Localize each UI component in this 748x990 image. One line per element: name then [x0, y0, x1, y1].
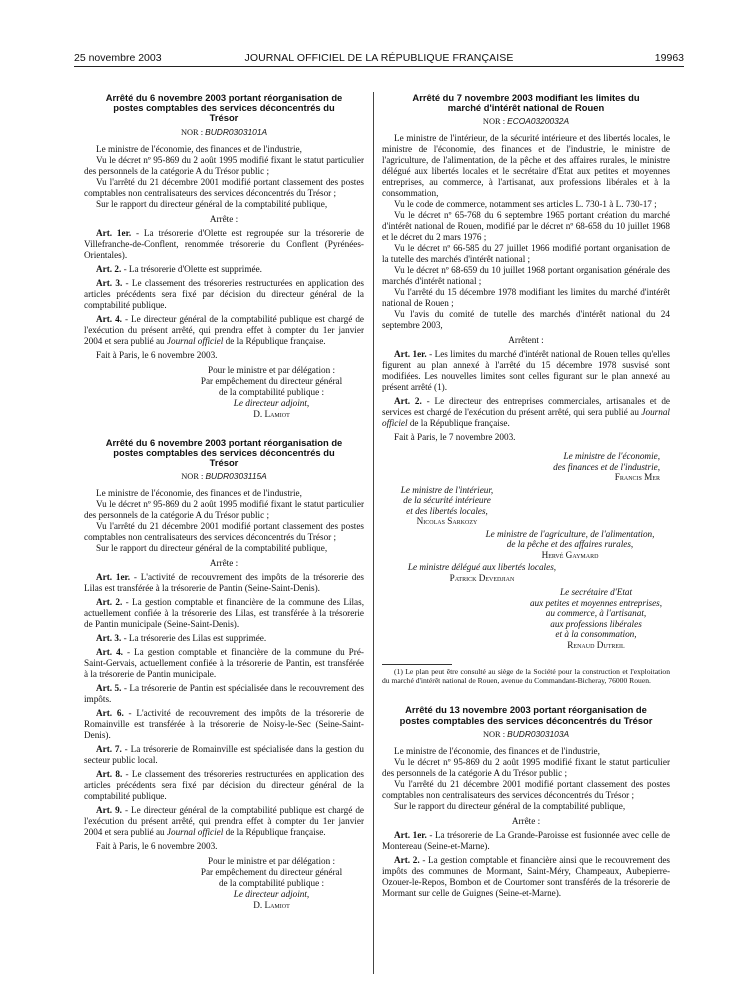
arrete-1 — [84, 93, 364, 420]
article — [382, 349, 670, 393]
signature-line: Le ministre de l'intérieur, — [400, 484, 494, 495]
signature-line: et à la consommation, — [555, 629, 637, 640]
preamble-line: Vu le décret nº 65-768 du 6 septembre 1965 portant création du marché d'intérêt national de Rouen, modifié par le décret nº 68-658 du 10 juillet 1968 et le décret du 2 mars 1976 ; — [382, 210, 670, 243]
preamble-line: Vu le décret nº 95-869 du 2 août 1995 modifié fixant le statut particulier des personnels de la catégorie A du Trésor public ; — [84, 499, 364, 521]
signatory-name: Patrick Devedjian — [449, 572, 515, 583]
fait-line: Fait à Paris, le 7 novembre 2003. — [394, 432, 516, 443]
article-text: - La trésorerie d'Olette est regroupée sur la trésorerie de Villefranche-de-Conflent, renommée trésorerie du Conflent (Pyrénées-Orientales). — [84, 227, 364, 260]
signature-role: Le directeur adjoint, — [233, 889, 310, 900]
signatory-name: Francis Mer — [614, 472, 660, 483]
article-number: Art. 4. — [96, 647, 123, 658]
preamble-line: Le ministre de l'économie, des finances et de l'industrie, — [394, 745, 600, 756]
article-number: Art. 2. — [96, 597, 123, 608]
nor-code: BUDR0303115A — [205, 471, 267, 482]
nor-line — [382, 116, 670, 127]
header-rule — [74, 66, 684, 67]
article-number: Art. 1er. — [96, 572, 131, 583]
signature-line: Le ministre délégué aux libertés locales, — [407, 562, 557, 573]
preamble-line: Sur le rapport du directeur général de la comptabilité publique, — [394, 800, 626, 811]
preamble-line: Vu l'arrêté du 21 décembre 2001 modifié portant classement des postes comptables non centralisateurs des services déconcentrés du Trésor ; — [382, 778, 670, 800]
signature-line: Par empêchement du directeur général — [200, 867, 343, 878]
arrete-title: Arrêté du 7 novembre 2003 modifiant les limites du marché d'intérêt national de Rouen — [412, 92, 640, 114]
signature-line: Le ministre de l'économie, — [563, 451, 660, 462]
header-date: 25 novembre 2003 — [74, 52, 162, 64]
signature-line: de la comptabilité publique : — [218, 878, 325, 889]
signature-line: de la comptabilité publique : — [218, 386, 325, 397]
article-text: de la République française. — [223, 827, 326, 838]
article-text: - La gestion comptable et financière ainsi que le recouvrement des impôts des communes de Mormant, Saint-Méry, Champeaux, Aubepierre-Ozouer-le-Repos, Bombon et de Courtomer sont transférés de la trésorerie de Mormant sur celle de Guignes (Seine-et-Marne). — [382, 854, 670, 898]
article-text: - La trésorerie de Romainville est spécialisée dans la gestion du secteur public local. — [84, 744, 364, 766]
article-number: Art. 2. — [394, 396, 422, 407]
signatory-name: Nicolas Sarkozy — [416, 516, 478, 527]
signature-secretaire-etat — [382, 587, 670, 650]
article-text: - La gestion comptable et financière de la commune du Pré-Saint-Gervais, actuellement confiée à la trésorerie de Pantin, est transférée à la trésorerie de Pantin municipale. — [84, 647, 364, 680]
signature-line: de la sécurité intérieure — [403, 495, 491, 506]
article-text: - Le directeur des entreprises commerciales, artisanales et de services est chargé de l'exécution du présent arrêté, qui sera publié au — [382, 396, 670, 418]
signature-line: au commerce, à l'artisanat, — [545, 608, 647, 619]
header-journal-title: JOURNAL OFFICIEL DE LA RÉPUBLIQUE FRANÇAISE — [244, 52, 514, 64]
article-number: Art. 4. — [96, 313, 122, 324]
article-number: Art. 1er. — [394, 829, 427, 840]
preamble-line: Vu le décret nº 66-585 du 27 juillet 1966 modifié portant organisation de la tutelle des marchés d'intérêt national ; — [382, 243, 670, 265]
column-divider — [373, 92, 374, 974]
signatory-name: Hervé Gaymard — [541, 549, 599, 560]
article — [382, 396, 670, 429]
nor-line — [84, 127, 364, 138]
left-column — [84, 93, 364, 911]
article-text: - Le directeur général de la comptabilité publique est chargé de l'exécution du présent arrêté, qui prendra effet à compter du 1er janvier 2004 et sera publié au — [84, 805, 364, 838]
nor-code: ECOA0320032A — [507, 116, 570, 127]
preamble-line: Le ministre de l'intérieur, de la sécurité intérieure et des libertés locales, le ministre de l'économie, des finances et de l'industrie, le ministre de l'agriculture, de l'alimentation, de la pêche et des affaires rurales, le ministre délégué aux libertés locales et le secrétaire d'Etat aux petites et moyennes entreprises, au commerce, à l'artisanat, aux professions libérales et à la consommation, — [382, 133, 670, 199]
article — [84, 708, 364, 741]
article-number: Art. 3. — [96, 633, 122, 644]
nor-line — [382, 729, 670, 740]
arrete-word: Arrêtent : — [508, 335, 544, 346]
preamble-line: Sur le rapport du directeur général de la comptabilité publique, — [96, 198, 328, 209]
preamble-line: Vu le décret nº 68-659 du 10 juillet 1968 portant organisation générale des marchés d'intérêt national ; — [382, 265, 670, 287]
preamble-line: Vu l'avis du comité de tutelle des marchés d'intérêt national du 24 septembre 2003, — [382, 309, 670, 331]
signatory-name: D. Lamiot — [253, 900, 290, 911]
fait-line: Fait à Paris, le 6 novembre 2003. — [96, 349, 218, 360]
article — [84, 264, 364, 275]
preamble-line: Vu le décret nº 95-869 du 2 août 1995 modifié fixant le statut particulier des personnels de la catégorie A du Trésor public ; — [382, 756, 670, 778]
article-number: Art. 9. — [96, 805, 122, 816]
arrete-word: Arrête : — [209, 213, 239, 224]
article-text: - Le directeur général de la comptabilité publique est chargé de l'exécution du présent arrêté, qui prendra effet à compter du 1er janvier 2004 et sera publié au — [84, 313, 364, 346]
signature-economie — [382, 451, 670, 483]
preamble-line: Vu l'arrêté du 21 décembre 2001 modifié portant classement des postes comptables non centralisateurs des services déconcentrés du Trésor ; — [84, 176, 364, 198]
article — [382, 855, 670, 899]
article-number: Art. 8. — [96, 769, 123, 780]
article-number: Art. 6. — [96, 708, 124, 719]
article-number: Art. 3. — [96, 277, 123, 288]
signature-block — [84, 365, 364, 420]
preamble-line: Sur le rapport du directeur général de la comptabilité publique, — [96, 543, 328, 554]
footnote: (1) Le plan peut être consulté au siège de la Société pour la construction et l'exploitation du marché d'intérêt national de Rouen, avenue du Commandant-Bicheray, 76000 Rouen. — [382, 667, 670, 686]
signature-line: Le ministre de l'agriculture, de l'alimentation, — [485, 528, 655, 539]
arrete-title: Arrêté du 6 novembre 2003 portant réorganisation de postes comptables des services déconcentrés du Trésor — [105, 436, 343, 469]
article — [84, 744, 364, 766]
article-text: - La trésorerie d'Olette est supprimée. — [121, 263, 262, 274]
article-number: Art. 1er. — [394, 349, 427, 360]
footnote-rule — [382, 664, 452, 665]
preamble-line: Le ministre de l'économie, des finances et de l'industrie, — [96, 143, 302, 154]
article — [84, 572, 364, 594]
article — [84, 314, 364, 347]
article-number: Art. 1er. — [96, 227, 132, 238]
signature-libertes-locales — [382, 562, 582, 583]
nor-code: BUDR0303101A — [205, 126, 268, 137]
article-text: - La trésorerie des Lilas est supprimée. — [121, 633, 267, 644]
nor-label: NOR : — [180, 127, 204, 137]
spacer — [382, 685, 670, 705]
article-number: Art. 7. — [96, 744, 122, 755]
nor-line — [84, 471, 364, 482]
signature-line: aux petites et moyennes entreprises, — [529, 597, 663, 608]
preamble-line: Vu le décret nº 95-869 du 2 août 1995 modifié fixant le statut particulier des personnels de la catégorie A du Trésor public ; — [84, 154, 364, 176]
article-text: - Le classement des trésoreries restructurées en application des articles précédents sera fixé par décision du directeur général de la comptabilité publique. — [84, 277, 364, 310]
article — [84, 769, 364, 802]
journal-name: Journal officiel — [166, 335, 224, 346]
article-text: - La gestion comptable et financière de la commune des Lilas, actuellement confiée à la trésorerie des Lilas, est transférée à la trésorerie de Pantin municipale (Seine-Saint-Denis). — [84, 597, 365, 630]
signatory-name: Renaud Dutreil — [567, 639, 625, 650]
fait-line: Fait à Paris, le 6 novembre 2003. — [96, 841, 218, 852]
signature-line: Par empêchement du directeur général — [200, 375, 343, 386]
preamble-line: Le ministre de l'économie, des finances et de l'industrie, — [96, 488, 302, 499]
article-text: - La trésorerie de Pantin est spécialisée dans le recouvrement des impôts. — [84, 683, 364, 705]
article-text: - L'activité de recouvrement des impôts de la trésorerie des Lilas est transférée à la trésorerie de Pantin (Seine-Saint-Denis). — [84, 572, 364, 594]
nor-code: BUDR0303103A — [507, 728, 570, 739]
article-text: - L'activité de recouvrement des impôts de la trésorerie de Romainville est transférée à la trésorerie de Noisy-le-Sec (Seine-Saint-Denis). — [84, 708, 364, 741]
signature-agriculture — [382, 529, 670, 561]
preamble-line: Vu l'arrêté du 15 décembre 1978 modifiant les limites du marché d'intérêt national de Rouen ; — [382, 287, 670, 309]
article — [84, 683, 364, 705]
nor-label: NOR : — [482, 729, 506, 739]
spacer — [84, 420, 364, 438]
article — [84, 805, 364, 838]
signature-interieur — [382, 485, 512, 527]
arrete-title: Arrêté du 6 novembre 2003 portant réorganisation de postes comptables des services déconcentrés du Trésor — [105, 92, 343, 124]
journal-name: Journal officiel — [166, 827, 224, 838]
signature-line: de la pêche et des affaires rurales, — [506, 539, 634, 550]
article — [382, 830, 670, 852]
signature-line: et des libertés locales, — [406, 505, 488, 516]
signature-block — [382, 451, 670, 650]
nor-label: NOR : — [181, 472, 204, 482]
journal-name: Journal officiel — [382, 407, 670, 429]
arrete-word: Arrête : — [209, 558, 239, 569]
article — [84, 278, 364, 311]
header-page-number: 19963 — [654, 52, 684, 64]
nor-label: NOR : — [482, 117, 506, 127]
article-text: - La trésorerie de La Grande-Paroisse est fusionnée avec celle de Montereau (Seine-et-Marne). — [382, 829, 670, 851]
signature-role: Le directeur adjoint, — [233, 397, 310, 408]
signature-line: des finances et de l'industrie, — [553, 461, 660, 472]
signatory-name: D. Lamiot — [253, 408, 290, 419]
signature-line: Pour le ministre et par délégation : — [207, 364, 336, 375]
article — [84, 647, 364, 680]
article-text: de la République française. — [223, 335, 326, 346]
signature-line: aux professions libérales — [550, 618, 642, 629]
preamble-line: Vu le code de commerce, notamment ses articles L. 730-1 à L. 730-17 ; — [394, 199, 657, 210]
article — [84, 228, 364, 261]
signature-line: Le secrétaire d'Etat — [559, 587, 633, 598]
article-number: Art. 2. — [394, 854, 420, 865]
right-column — [382, 93, 670, 899]
preamble-line: Vu l'arrêté du 21 décembre 2001 modifié portant classement des postes comptables non centralisateurs des services déconcentrés du Trésor ; — [84, 521, 364, 543]
arrete-4 — [382, 705, 670, 898]
arrete-3 — [382, 93, 670, 685]
article-text: de la République française. — [407, 418, 510, 429]
arrete-2 — [84, 438, 364, 912]
article — [84, 597, 364, 630]
arrete-title: Arrêté du 13 novembre 2003 portant réorganisation de postes comptables des services déconcentrés du Trésor — [399, 704, 653, 726]
arrete-word: Arrête : — [511, 815, 541, 826]
article-number: Art. 2. — [96, 263, 122, 274]
signature-line: Pour le ministre et par délégation : — [207, 856, 336, 867]
article-number: Art. 5. — [96, 683, 122, 694]
article — [84, 633, 364, 644]
signature-block — [84, 856, 364, 911]
article-text: - Les limites du marché d'intérêt national de Rouen telles qu'elles figurent au plan annexé à l'arrêté du 15 décembre 1978 susvisé sont modifiées. Les nouvelles limites sont celles figurant sur le plan annexé au présent arrêté (1). — [382, 349, 670, 393]
article-text: - Le classement des trésoreries restructurées en application des articles précédents sera fixé par décision du directeur général de la comptabilité publique. — [84, 769, 364, 802]
